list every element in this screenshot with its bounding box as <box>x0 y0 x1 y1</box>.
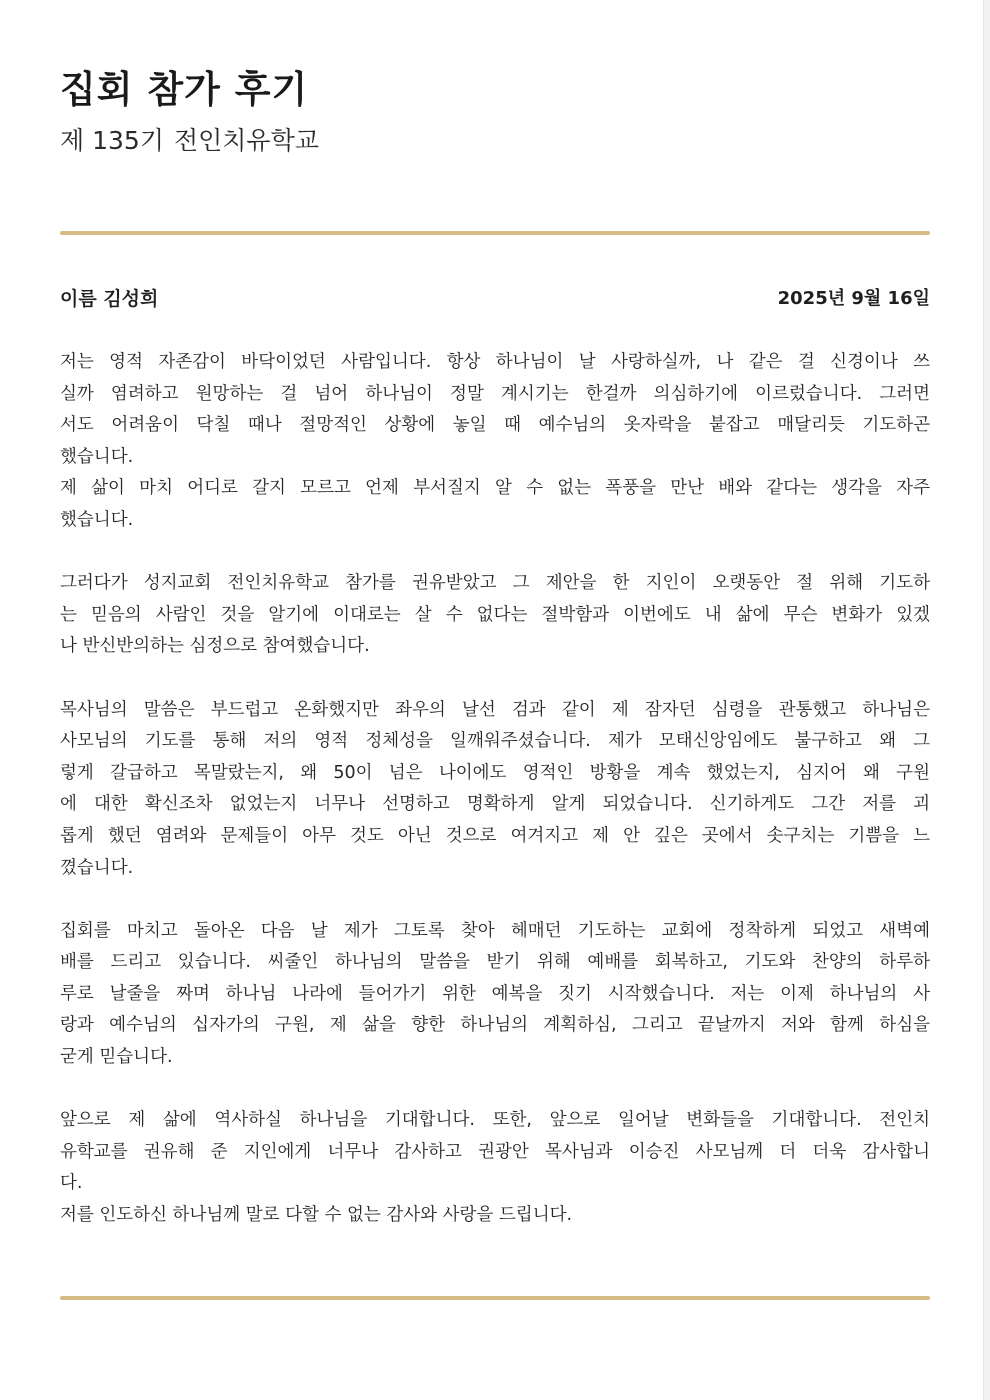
body-line: 저를 인도하신 하나님께 말로 다할 수 없는 감사와 사랑을 드립니다. <box>60 1205 573 1226</box>
body-line: 는 믿음의 사람인 것을 알기에 이대로는 살 수 없다는 절박함과 이번에도 내 삶에 무슨 변화가 있겠 <box>60 604 930 625</box>
body-paragraph <box>60 568 930 663</box>
body-line: 실까 염려하고 원망하는 걸 넘어 하나님이 정말 계시기는 한걸까 의심하기에 이르렀습니다. 그러면 <box>60 383 930 404</box>
body-line: 사모님의 기도를 통해 저의 영적 정체성을 일깨워주셨습니다. 제가 모태신앙임에도 불구하고 왜 그 <box>60 731 930 752</box>
body-line: 저는 영적 자존감이 바닥이었던 사람입니다. 항상 하나님이 날 사랑하실까, 나 같은 걸 신경이나 쓰 <box>60 352 930 372</box>
body-paragraph <box>60 695 930 885</box>
body-line: 집회를 마치고 돌아온 다음 날 제가 그토록 찾아 헤매던 기도하는 교회에 정착하게 되었고 새벽예 <box>60 920 930 941</box>
bottom-divider <box>60 1296 930 1300</box>
page-subtitle <box>60 121 319 161</box>
body-line: 나 반신반의하는 심정으로 참여했습니다. <box>60 636 370 657</box>
body-line: 굳게 믿습니다. <box>60 1047 173 1068</box>
document-date: 2025년 9월 16일 <box>777 288 930 309</box>
testimony-body <box>60 347 930 1232</box>
body-paragraph <box>60 916 930 1074</box>
body-line: 유학교를 권유해 준 지인에게 너무나 감사하고 권광안 목사님과 이승진 사모님께 더 더욱 감사합니 <box>60 1141 930 1162</box>
page-title: 집회 참가 후기 <box>60 68 309 111</box>
top-divider <box>60 231 930 235</box>
body-line: 루로 날줄을 짜며 하나님 나라에 들어가기 위한 예복을 짓기 시작했습니다. 저는 이제 하나님의 사 <box>60 983 930 1004</box>
body-line: 했습니다. <box>60 446 134 467</box>
body-line: 롭게 했던 염려와 문제들이 아무 것도 아닌 것으로 여겨지고 제 안 깊은 곳에서 솟구치는 기쁨을 느 <box>60 825 930 846</box>
body-line: 그러다가 성지교회 전인치유학교 참가를 권유받았고 그 제안을 한 지인이 오랫동안 절 위해 기도하 <box>60 573 930 594</box>
body-line: 배를 드리고 있습니다. 씨줄인 하나님의 말씀을 받기 위해 예배를 회복하고, 기도와 찬양의 하루하 <box>60 952 930 973</box>
body-line: 다. <box>60 1173 83 1194</box>
body-line: 랑과 예수님의 십자가의 구원, 제 삶을 향한 하나님의 계획하심, 그리고 끝날까지 저와 함께 하심을 <box>60 1015 930 1036</box>
body-line: 서도 어려움이 닥칠 때나 절망적인 상황에 놓일 때 예수님의 옷자락을 붙잡고 매달리듯 기도하곤 <box>60 415 930 436</box>
page-edge <box>983 0 990 1400</box>
author-name: 이름 김성희 <box>60 288 159 310</box>
body-line: 에 대한 확신조차 없었는지 너무나 선명하고 명확하게 알게 되었습니다. 신기하게도 그간 저를 괴 <box>60 794 930 815</box>
body-line: 렇게 갈급하고 목말랐는지, 왜 50이 넘은 나이에도 영적인 방황을 계속 했었는지, 심지어 왜 구원 <box>60 762 930 783</box>
body-line: 목사님의 말씀은 부드럽고 온화했지만 좌우의 날선 검과 같이 제 잠자던 심령을 관통했고 하나님은 <box>60 699 930 720</box>
school-name: 전인치유학교 <box>173 126 319 155</box>
body-line: 했습니다. <box>60 509 134 530</box>
body-line: 제 삶이 마치 어디로 갈지 모르고 언제 부서질지 알 수 없는 폭풍을 만난 배와 같다는 생각을 자주 <box>60 478 930 499</box>
cohort-label: 제 135기 <box>60 126 164 155</box>
body-paragraph <box>60 1105 930 1231</box>
body-paragraph <box>60 347 930 537</box>
body-line: 앞으로 제 삶에 역사하실 하나님을 기대합니다. 또한, 앞으로 일어날 변화들을 기대합니다. 전인치 <box>60 1110 930 1131</box>
body-line: 꼈습니다. <box>60 857 134 878</box>
